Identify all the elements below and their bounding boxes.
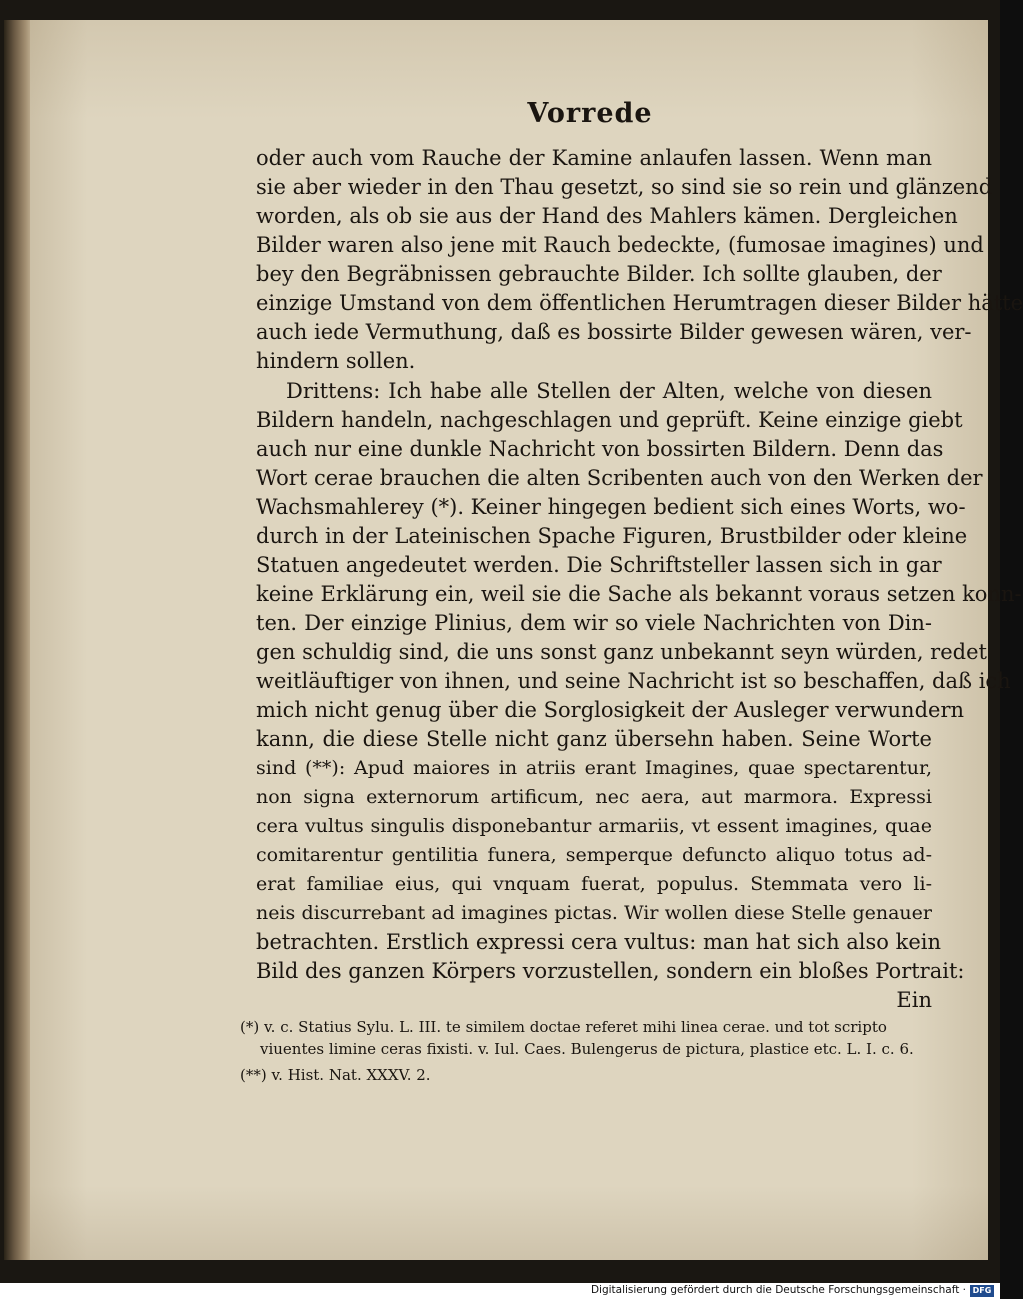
text-line: einzige Umstand von dem öffentlichen Herumtragen dieser Bilder hätte <box>256 291 1023 315</box>
text-line: Wort cerae brauchen die alten Scribenten auch von den Werken der <box>256 466 983 490</box>
text-line: erat familiae eius, qui vnquam fuerat, populus. Stemmata vero li- <box>256 873 932 895</box>
book-page <box>30 20 1023 1260</box>
text-line: auch nur eine dunkle Nachricht von bossirten Bildern. Denn das <box>256 437 944 461</box>
text-line: auch iede Vermuthung, daß es bossirte Bilder gewesen wären, ver- <box>256 320 972 344</box>
text-line: Wachsmahlerey (*). Keiner hingegen bedient sich eines Worts, wo- <box>256 495 966 519</box>
text-line: kann, die diese Stelle nicht ganz übersehn haben. Seine Worte <box>256 727 932 751</box>
text-line: Drittens: Ich habe alle Stellen der Alten, welche von diesen <box>286 379 932 403</box>
text-line: sind (**): Apud maiores in atriis erant Imagines, quae spectarentur, <box>256 757 932 779</box>
text-line: neis discurrebant ad imagines pictas. Wir wollen diese Stelle genauer <box>256 902 932 924</box>
text-line: gen schuldig sind, die uns sonst ganz unbekannt seyn würden, redet <box>256 640 987 664</box>
text-line: cera vultus singulis disponebantur armariis, vt essent imagines, quae <box>256 815 932 837</box>
dfg-logo: DFG <box>970 1285 994 1297</box>
catchword: Ein <box>896 988 932 1012</box>
text-line: durch in der Lateinischen Spache Figuren, Brustbilder oder kleine <box>256 524 968 548</box>
text-line: Bild des ganzen Körpers vorzustellen, sondern ein bloßes Portrait: <box>256 959 965 983</box>
text-line: Bildern handeln, nachgeschlagen und geprüft. Keine einzige giebt <box>256 408 963 432</box>
attribution-text: Digitalisierung gefördert durch die Deutsche Forschungsgemeinschaft · <box>590 1284 966 1296</box>
footnote: (**) v. Hist. Nat. XXXV. 2. <box>240 1066 431 1084</box>
text-line: worden, als ob sie aus der Hand des Mahlers kämen. Dergleichen <box>256 204 958 228</box>
text-line: Statuen angedeutet werden. Die Schriftsteller lassen sich in gar <box>256 553 942 577</box>
attribution-footer <box>0 1283 1000 1299</box>
footnote: (*) v. c. Statius Sylu. L. III. te similem doctae referet mihi linea cerae. und tot scripto <box>240 1018 887 1036</box>
text-line: mich nicht genug über die Sorglosigkeit der Ausleger verwundern <box>256 698 965 722</box>
text-line: oder auch vom Rauche der Kamine anlaufen lassen. Wenn man <box>256 146 932 170</box>
text-line: bey den Begräbnissen gebrauchte Bilder. Ich sollte glauben, der <box>256 262 942 286</box>
text-line: non signa externorum artificum, nec aera, aut marmora. Expressi <box>256 786 932 808</box>
text-line: sie aber wieder in den Thau gesetzt, so sind sie so rein und glänzend <box>256 175 993 199</box>
footnote: viuentes limine ceras fixisti. v. Iul. Caes. Bulengerus de pictura, plastice etc. L. I. c. 6. <box>260 1040 914 1058</box>
text-line: weitläuftiger von ihnen, und seine Nachricht ist so beschaffen, daß ich <box>256 669 1011 693</box>
text-line: ten. Der einzige Plinius, dem wir so viele Nachrichten von Din- <box>256 611 932 635</box>
text-line: keine Erklärung ein, weil sie die Sache als bekannt voraus setzen konn- <box>256 582 1022 606</box>
text-line: comitarentur gentilitia funera, semperque defuncto aliquo totus ad- <box>256 844 932 866</box>
text-line: betrachten. Erstlich expressi cera vultus: man hat sich also kein <box>256 930 941 954</box>
text-line: hindern sollen. <box>256 349 416 373</box>
text-line: Bilder waren also jene mit Rauch bedeckte, (fumosae imagines) und <box>256 233 984 257</box>
running-head: Vorrede <box>527 98 653 129</box>
